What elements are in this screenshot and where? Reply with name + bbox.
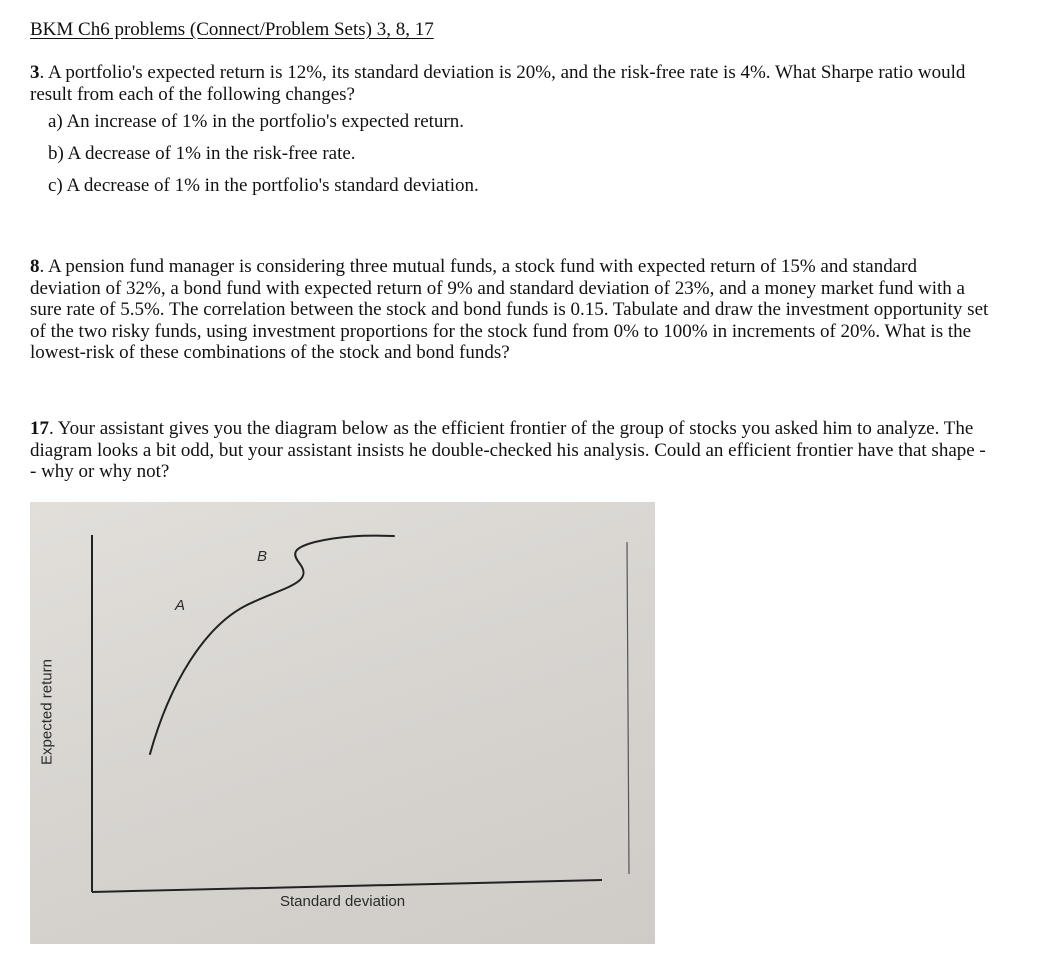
y-axis-label: Expected return	[38, 659, 56, 765]
point-a-label: A	[175, 597, 186, 614]
frame-right	[627, 542, 629, 874]
frontier-diagram	[30, 502, 655, 944]
problem-8-text	[30, 256, 990, 364]
x-axis	[92, 880, 602, 892]
problem-8-body: . A pension fund manager is considering three mutual funds, a stock fund with expected return of 15% and standard deviation of 32%, a bond fund with expected return of 9% and standard deviation of 23%, and a money market fund with a sure rate of 5.5%. The correlation between the stock and bond funds is 0.15. Tabulate and draw the investment opportunity set of the two risky funds, using investment proportions for the stock fund from 0% to 100% in increments of 20%. What is the lowest-risk of these combinations of the stock and bond funds?	[30, 256, 989, 363]
problem-8-number: 8	[30, 256, 40, 277]
problem-17-body: . Your assistant gives you the diagram below as the efficient frontier of the group of stocks you asked him to analyze. The diagram looks a bit odd, but your assistant insists he double-checked his analysis. Could an efficient frontier have that shape -- why or why not?	[30, 418, 986, 482]
problem-3-text	[30, 62, 1010, 105]
problem-17-number: 17	[30, 418, 49, 439]
document	[30, 12, 1010, 207]
frontier-curve	[150, 536, 394, 754]
problem-17-text	[30, 418, 990, 483]
problem-3-options	[30, 111, 1010, 196]
problem-3-number: 3	[30, 62, 40, 83]
problem-3-body: . A portfolio's expected return is 12%, its standard deviation is 20%, and the risk-free rate is 4%. What Sharpe ratio would result from each of the following changes?	[30, 62, 966, 105]
x-axis-label: Standard deviation	[280, 893, 406, 910]
problem-3-option-b: b) A decrease of 1% in the risk-free rate.	[48, 143, 356, 164]
page-title: BKM Ch6 problems (Connect/Problem Sets) 3, 8, 17	[30, 19, 434, 40]
problem-3-option-c: c) A decrease of 1% in the portfolio's standard deviation.	[48, 175, 479, 196]
efficient-frontier-figure	[30, 502, 655, 944]
problem-3-option-a: a) An increase of 1% in the portfolio's expected return.	[48, 111, 464, 132]
point-b-label: B	[257, 548, 268, 565]
